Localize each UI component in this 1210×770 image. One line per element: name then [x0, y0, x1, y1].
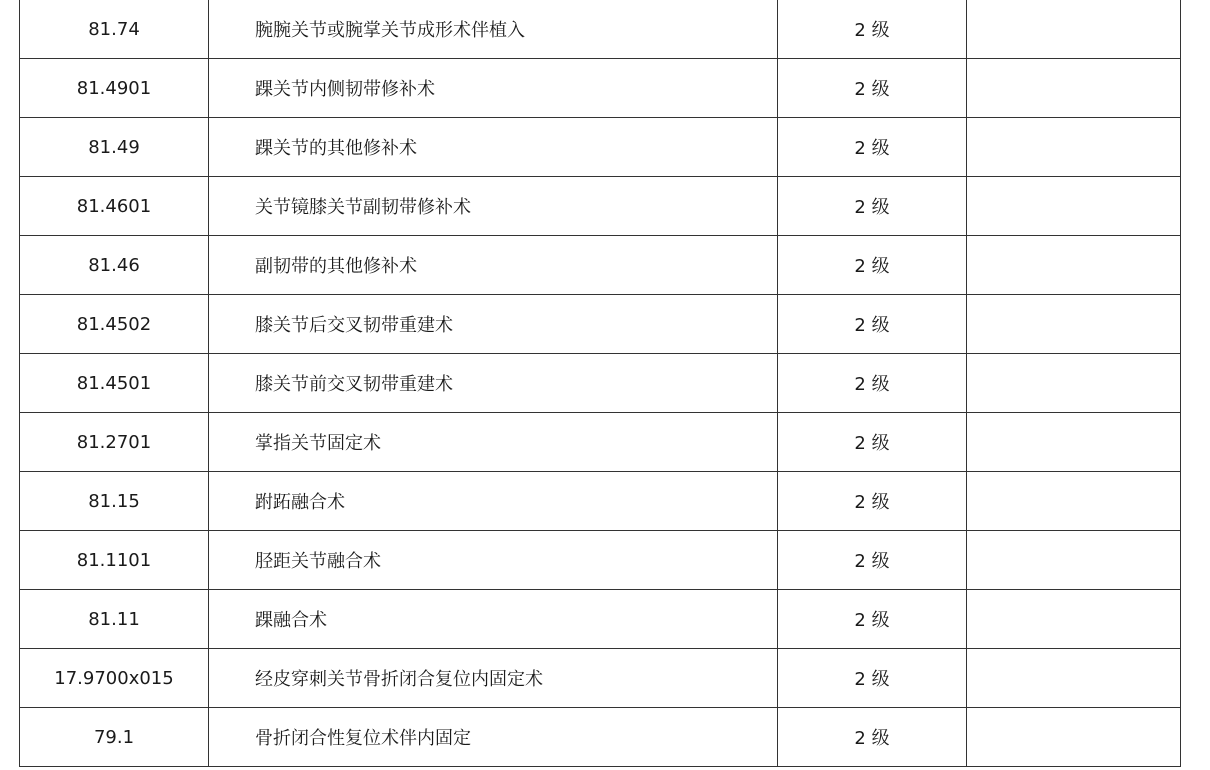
- procedure-name-cell: 胫距关节融合术: [209, 531, 778, 590]
- procedure-name-cell: 副韧带的其他修补术: [209, 236, 778, 295]
- procedure-level-cell: 2 级: [778, 590, 967, 649]
- procedure-code-cell: 81.4502: [20, 295, 209, 354]
- procedure-extra-cell: [967, 295, 1181, 354]
- procedure-name-cell: 膝关节前交叉韧带重建术: [209, 354, 778, 413]
- procedure-code-cell: 81.74: [20, 0, 209, 59]
- procedure-name-cell: 踝融合术: [209, 590, 778, 649]
- table-row: [20, 295, 1181, 354]
- procedure-code-cell: 81.4501: [20, 354, 209, 413]
- table-row: [20, 708, 1181, 767]
- procedure-code-cell: 81.4901: [20, 59, 209, 118]
- table-row: [20, 472, 1181, 531]
- procedure-name-cell: 跗跖融合术: [209, 472, 778, 531]
- procedure-extra-cell: [967, 0, 1181, 59]
- procedure-code-cell: 81.4601: [20, 177, 209, 236]
- procedure-extra-cell: [967, 708, 1181, 767]
- procedure-level-cell: 2 级: [778, 531, 967, 590]
- procedure-code-cell: 81.2701: [20, 413, 209, 472]
- procedure-level-cell: 2 级: [778, 708, 967, 767]
- table-row: [20, 531, 1181, 590]
- procedure-name-cell: 掌指关节固定术: [209, 413, 778, 472]
- procedure-code-cell: 79.1: [20, 708, 209, 767]
- procedure-name-cell: 经皮穿刺关节骨折闭合复位内固定术: [209, 649, 778, 708]
- table-row: [20, 236, 1181, 295]
- procedure-name-cell: 踝关节的其他修补术: [209, 118, 778, 177]
- procedure-level-cell: 2 级: [778, 177, 967, 236]
- procedure-extra-cell: [967, 354, 1181, 413]
- procedure-name-cell: 腕腕关节或腕掌关节成形术伴植入: [209, 0, 778, 59]
- procedure-name-cell: 膝关节后交叉韧带重建术: [209, 295, 778, 354]
- procedure-extra-cell: [967, 649, 1181, 708]
- procedure-code-cell: 81.49: [20, 118, 209, 177]
- procedure-level-cell: 2 级: [778, 118, 967, 177]
- table-row: [20, 590, 1181, 649]
- procedure-table-body: [20, 0, 1181, 767]
- procedure-level-cell: 2 级: [778, 649, 967, 708]
- procedure-level-cell: 2 级: [778, 295, 967, 354]
- procedure-extra-cell: [967, 118, 1181, 177]
- procedure-extra-cell: [967, 59, 1181, 118]
- procedure-extra-cell: [967, 413, 1181, 472]
- procedure-extra-cell: [967, 472, 1181, 531]
- table-row: [20, 413, 1181, 472]
- procedure-code-cell: 17.9700x015: [20, 649, 209, 708]
- procedure-code-cell: 81.15: [20, 472, 209, 531]
- procedure-level-cell: 2 级: [778, 0, 967, 59]
- table-row: [20, 59, 1181, 118]
- procedure-extra-cell: [967, 590, 1181, 649]
- table-row: [20, 649, 1181, 708]
- procedure-level-cell: 2 级: [778, 236, 967, 295]
- procedure-code-cell: 81.46: [20, 236, 209, 295]
- procedure-extra-cell: [967, 531, 1181, 590]
- procedure-name-cell: 踝关节内侧韧带修补术: [209, 59, 778, 118]
- procedure-level-cell: 2 级: [778, 413, 967, 472]
- table-row: [20, 177, 1181, 236]
- procedure-level-cell: 2 级: [778, 472, 967, 531]
- procedure-code-cell: 81.11: [20, 590, 209, 649]
- procedure-extra-cell: [967, 236, 1181, 295]
- procedure-code-cell: 81.1101: [20, 531, 209, 590]
- table-row: [20, 118, 1181, 177]
- procedure-level-cell: 2 级: [778, 354, 967, 413]
- procedure-table-container: [19, 0, 1181, 767]
- procedure-extra-cell: [967, 177, 1181, 236]
- table-row: [20, 354, 1181, 413]
- procedure-level-cell: 2 级: [778, 59, 967, 118]
- procedure-table: [19, 0, 1181, 767]
- procedure-name-cell: 关节镜膝关节副韧带修补术: [209, 177, 778, 236]
- procedure-name-cell: 骨折闭合性复位术伴内固定: [209, 708, 778, 767]
- table-row: [20, 0, 1181, 59]
